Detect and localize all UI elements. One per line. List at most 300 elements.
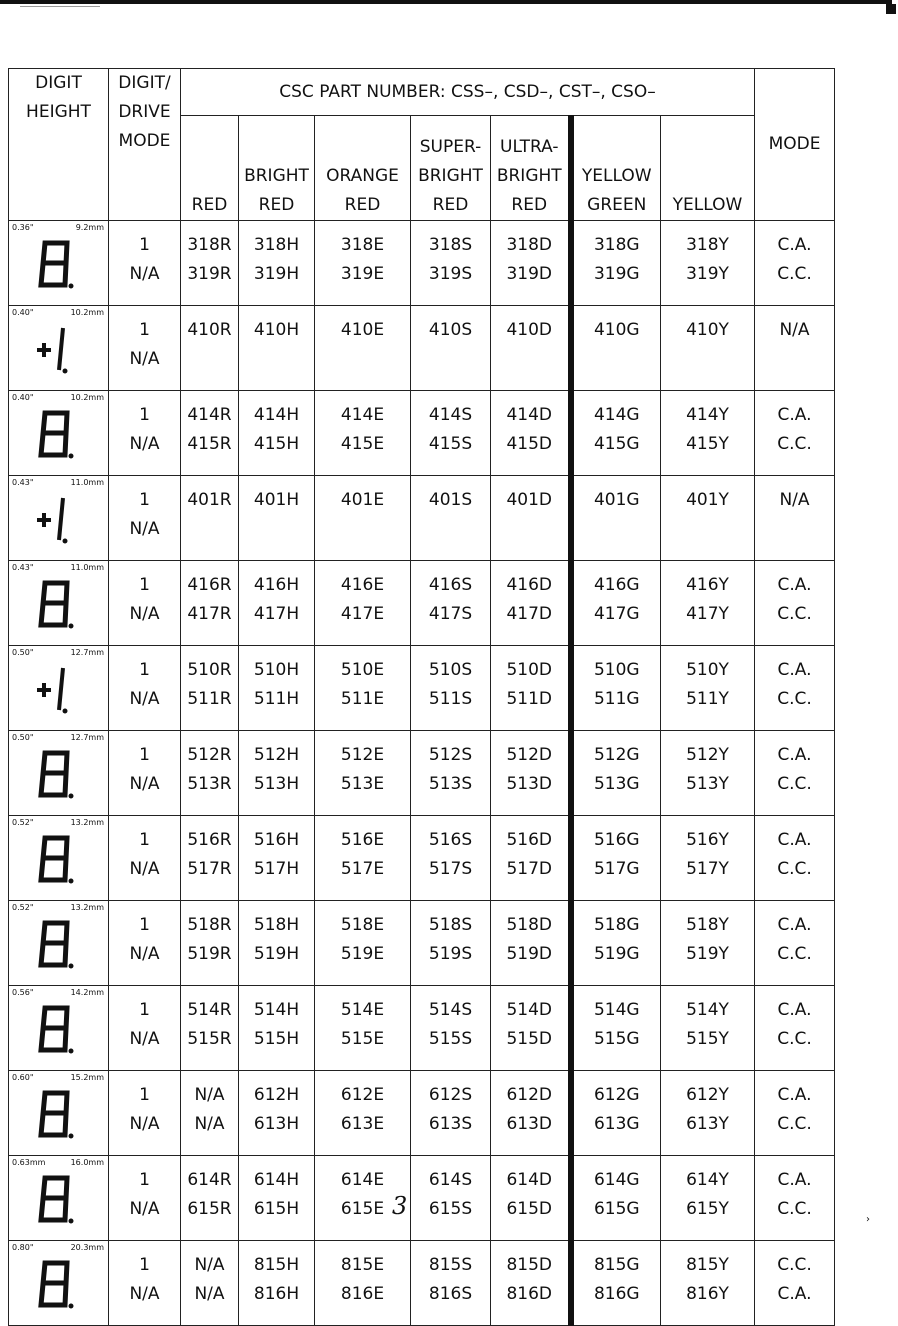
part-number-cell	[181, 1241, 239, 1326]
part-number-cell-value	[315, 345, 410, 374]
part-number-cell-value: 517D	[506, 859, 553, 879]
part-number-cell-value: 815S	[428, 1255, 473, 1275]
table-row	[9, 1156, 835, 1241]
seven-segment-eight-icon	[29, 1004, 89, 1056]
part-number-cell	[571, 221, 661, 306]
part-number-cell-value: 414Y	[686, 405, 729, 425]
part-number-cell-value	[315, 515, 410, 544]
drive-mode-cell-value: N/A	[129, 434, 160, 454]
drive-mode-cell	[109, 986, 181, 1071]
part-number-cell-value: 512G	[593, 745, 640, 765]
mode-cell-value: C.A.	[777, 1000, 812, 1020]
part-number-cell-value: 612G	[593, 1085, 640, 1105]
part-number-cell-value: 518G	[593, 915, 640, 935]
part-number-cell	[411, 731, 491, 816]
header-color-line: ULTRA-	[500, 137, 559, 157]
part-number-cell-value: 319Y	[686, 264, 729, 284]
part-number-cell	[491, 986, 571, 1071]
part-number-cell-value: 518D	[506, 915, 553, 935]
part-number-cell	[181, 561, 239, 646]
digit-glyph	[29, 1089, 89, 1151]
table-row	[9, 476, 835, 561]
part-number-cell	[571, 561, 661, 646]
header-color-line: RED	[191, 195, 228, 215]
table-row	[9, 986, 835, 1071]
part-number-cell-value	[181, 515, 238, 544]
part-number-cell	[411, 646, 491, 731]
digit-glyph	[29, 1004, 89, 1066]
drive-mode-cell-value: 1	[139, 1000, 150, 1020]
mode-cell-value: C.A.	[777, 1170, 812, 1190]
part-number-cell-value: 614Y	[686, 1170, 729, 1190]
part-number-table	[8, 68, 835, 1326]
digit-height-cell	[9, 1071, 109, 1156]
part-number-cell-value: 318S	[428, 235, 473, 255]
part-number-cell-value: 513Y	[686, 774, 729, 794]
part-number-cell-value: 415R	[187, 434, 232, 454]
header-color-line: RED	[344, 195, 381, 215]
part-number-cell-value: 517H	[253, 859, 300, 879]
drive-mode-cell	[109, 1071, 181, 1156]
mode-cell-value: C.A.	[777, 660, 812, 680]
drive-mode-cell-value: N/A	[129, 944, 160, 964]
digit-glyph	[29, 834, 89, 896]
header-color-line: BRIGHT	[496, 166, 562, 186]
part-number-cell-value: 414G	[593, 405, 640, 425]
part-number-cell	[571, 731, 661, 816]
part-number-cell-value: 516R	[187, 830, 232, 850]
part-number-cell	[411, 306, 491, 391]
part-number-cell-value: 517R	[187, 859, 232, 879]
part-number-cell	[181, 476, 239, 561]
part-number-cell	[411, 1071, 491, 1156]
part-number-cell-value: 816D	[506, 1284, 553, 1304]
header-digit-height-label: DIGIT HEIGHT	[26, 73, 91, 122]
part-number-cell-value: 614R	[187, 1170, 232, 1190]
part-number-cell	[661, 646, 755, 731]
digit-height-cell	[9, 391, 109, 476]
part-number-cell-value: 515D	[506, 1029, 553, 1049]
part-number-cell	[239, 646, 315, 731]
digit-height-mm: 12.7mm	[70, 648, 104, 657]
part-number-cell-value: 417Y	[686, 604, 729, 624]
part-number-cell	[571, 1241, 661, 1326]
drive-mode-cell	[109, 306, 181, 391]
top-rule-faint	[20, 6, 100, 7]
part-number-cell-value: 612S	[428, 1085, 473, 1105]
part-number-cell-value: 414D	[506, 405, 553, 425]
digit-height-mm: 13.2mm	[70, 903, 104, 912]
header-color-line: YELLOW	[672, 195, 743, 215]
part-number-cell	[491, 646, 571, 731]
digit-glyph	[29, 409, 89, 471]
part-number-cell	[411, 476, 491, 561]
part-number-cell-value: 513E	[340, 774, 385, 794]
part-number-cell	[571, 476, 661, 561]
part-number-cell-value: 410Y	[686, 320, 729, 340]
digit-glyph	[29, 239, 89, 301]
header-color-line: GREEN	[587, 195, 647, 215]
part-number-cell	[491, 1156, 571, 1241]
plus-one-digit-icon	[29, 324, 89, 376]
part-number-cell-value: 815E	[340, 1255, 385, 1275]
part-number-cell-value: 401D	[506, 490, 553, 510]
drive-mode-cell	[109, 1241, 181, 1326]
mode-cell-value: C.A.	[777, 405, 812, 425]
part-number-cell	[661, 306, 755, 391]
part-number-cell-value: 318Y	[686, 235, 729, 255]
part-number-cell-value: 401S	[428, 490, 473, 510]
part-number-cell-value: 517S	[428, 859, 473, 879]
drive-mode-cell-value: N/A	[129, 689, 160, 709]
part-number-cell-value: 510Y	[686, 660, 729, 680]
part-number-cell-value	[491, 345, 568, 374]
part-number-cell-value: 318R	[187, 235, 232, 255]
table-row	[9, 1241, 835, 1326]
part-number-cell	[571, 816, 661, 901]
part-number-cell-value: 401Y	[686, 490, 729, 510]
part-number-cell-value: 614H	[253, 1170, 300, 1190]
part-number-cell-value: 518E	[340, 915, 385, 935]
part-number-cell	[181, 731, 239, 816]
part-number-cell-value: 319R	[187, 264, 232, 284]
part-number-cell-value: 519E	[340, 944, 385, 964]
part-number-cell	[181, 816, 239, 901]
part-number-cell-value: 512H	[253, 745, 300, 765]
part-number-cell	[315, 306, 411, 391]
part-number-cell-value: 515S	[428, 1029, 473, 1049]
table-row	[9, 731, 835, 816]
mode-cell-value: C.A.	[777, 235, 812, 255]
digit-height-inches: 0.60"	[12, 1073, 34, 1082]
mode-cell-value: N/A	[779, 320, 810, 340]
part-number-cell-value: 401H	[253, 490, 300, 510]
mode-cell	[755, 731, 835, 816]
header-color-line: BRIGHT	[418, 166, 483, 186]
drive-mode-cell-value: N/A	[129, 1114, 160, 1134]
header-color-line	[661, 133, 754, 162]
part-number-cell-value: 512S	[428, 745, 473, 765]
part-number-cell-value	[239, 515, 314, 544]
part-number-cell	[571, 646, 661, 731]
seven-segment-eight-icon	[29, 1174, 89, 1226]
digit-height-mm: 11.0mm	[70, 478, 104, 487]
drive-mode-cell-value: N/A	[129, 264, 160, 284]
part-number-cell	[661, 1156, 755, 1241]
header-digit-height	[9, 69, 109, 221]
header-color-2	[315, 116, 411, 221]
part-number-cell-value: N/A	[194, 1085, 225, 1105]
part-number-cell-value: 410G	[593, 320, 640, 340]
part-number-cell-value: 815D	[506, 1255, 553, 1275]
drive-mode-cell-value: N/A	[129, 1029, 160, 1049]
seven-segment-eight-icon	[29, 579, 89, 631]
mode-cell	[755, 391, 835, 476]
part-number-cell-value: 510R	[187, 660, 232, 680]
part-number-cell-value: 615Y	[686, 1199, 729, 1219]
part-number-cell-value	[661, 515, 754, 544]
digit-height-mm: 11.0mm	[70, 563, 104, 572]
digit-height-inches: 0.50"	[12, 648, 34, 657]
seven-segment-eight-icon	[29, 919, 89, 971]
table-row	[9, 561, 835, 646]
part-number-cell	[181, 901, 239, 986]
part-number-cell-value: 417R	[187, 604, 232, 624]
part-number-cell-value: 514D	[506, 1000, 553, 1020]
digit-height-mm: 15.2mm	[70, 1073, 104, 1082]
part-number-cell-value: 415Y	[686, 434, 729, 454]
part-number-cell-value: 515G	[593, 1029, 640, 1049]
part-number-cell-value: 319D	[506, 264, 553, 284]
part-number-cell	[411, 1241, 491, 1326]
part-number-cell-value: 513R	[187, 774, 232, 794]
part-number-cell-value: 514G	[593, 1000, 640, 1020]
part-number-cell-value: 815G	[593, 1255, 640, 1275]
part-number-cell-value: 318E	[340, 235, 385, 255]
part-number-cell	[661, 1071, 755, 1156]
part-number-cell-value: N/A	[194, 1114, 225, 1134]
part-number-cell-value: 318H	[253, 235, 300, 255]
part-number-cell-value: 511R	[187, 689, 232, 709]
mode-cell	[755, 816, 835, 901]
part-number-cell-value: 415D	[506, 434, 553, 454]
drive-mode-cell	[109, 476, 181, 561]
drive-mode-cell	[109, 731, 181, 816]
digit-height-mm: 20.3mm	[70, 1243, 104, 1252]
part-number-cell	[661, 816, 755, 901]
part-number-cell-value: 410R	[187, 320, 232, 340]
digit-height-cell	[9, 901, 109, 986]
part-number-cell	[661, 731, 755, 816]
part-number-cell	[411, 1156, 491, 1241]
part-number-cell-value: 516S	[428, 830, 473, 850]
part-number-cell-value: 516H	[253, 830, 300, 850]
seven-segment-eight-icon	[29, 1259, 89, 1311]
part-number-cell	[181, 1071, 239, 1156]
part-number-cell-value: 518Y	[686, 915, 729, 935]
part-number-cell-value: 519G	[593, 944, 640, 964]
part-number-cell-value: 515H	[253, 1029, 300, 1049]
digit-glyph	[29, 1259, 89, 1321]
header-color-line	[181, 162, 238, 191]
digit-height-inches: 0.52"	[12, 903, 34, 912]
part-number-cell-value: N/A	[194, 1284, 225, 1304]
drive-mode-cell-value: N/A	[129, 859, 160, 879]
mode-cell-value: C.C.	[777, 1114, 812, 1134]
mode-cell-value: C.C.	[777, 774, 812, 794]
part-number-cell-value: 415S	[428, 434, 473, 454]
part-number-cell	[239, 1241, 315, 1326]
drive-mode-cell-value: 1	[139, 320, 150, 340]
part-number-cell-value: 516E	[340, 830, 385, 850]
part-number-cell	[181, 306, 239, 391]
digit-glyph	[29, 664, 89, 726]
part-number-cell	[315, 901, 411, 986]
drive-mode-cell-value: 1	[139, 1255, 150, 1275]
part-number-cell-value: 519S	[428, 944, 473, 964]
mode-cell	[755, 561, 835, 646]
mode-cell-value: C.A.	[777, 915, 812, 935]
part-number-cell	[239, 561, 315, 646]
part-number-cell-value: 415G	[593, 434, 640, 454]
part-number-cell	[411, 391, 491, 476]
part-number-cell-value: 816E	[340, 1284, 385, 1304]
part-number-cell-value: 519Y	[686, 944, 729, 964]
part-number-cell-value: 512D	[506, 745, 553, 765]
part-number-cell-value: 512R	[187, 745, 232, 765]
drive-mode-cell	[109, 391, 181, 476]
part-number-cell	[661, 986, 755, 1071]
mode-cell-value: C.C.	[777, 689, 812, 709]
header-color-0	[181, 116, 239, 221]
table-row	[9, 646, 835, 731]
drive-mode-cell-value: 1	[139, 660, 150, 680]
mode-cell-value: C.A.	[777, 830, 812, 850]
header-color-6	[661, 116, 755, 221]
part-number-cell-value: 417D	[506, 604, 553, 624]
drive-mode-cell-value: 1	[139, 745, 150, 765]
part-number-cell-value: 510S	[428, 660, 473, 680]
digit-height-inches: 0.63mm	[12, 1158, 46, 1167]
part-number-cell-value: 613D	[506, 1114, 553, 1134]
part-number-cell-value: 515R	[187, 1029, 232, 1049]
drive-mode-cell	[109, 561, 181, 646]
part-number-cell	[491, 731, 571, 816]
mode-cell-value: C.C.	[777, 1255, 812, 1275]
part-number-cell-value: 414H	[253, 405, 300, 425]
part-number-cell-value: 519R	[187, 944, 232, 964]
part-number-cell-value: 519H	[253, 944, 300, 964]
mode-cell	[755, 1156, 835, 1241]
header-color-4	[491, 116, 571, 221]
mode-cell-value: C.C.	[777, 944, 812, 964]
drive-mode-cell-value: N/A	[129, 1199, 160, 1219]
part-number-cell	[411, 816, 491, 901]
drive-mode-cell-value: N/A	[129, 604, 160, 624]
part-number-cell-value: 517Y	[686, 859, 729, 879]
part-number-cell-value: 416E	[340, 575, 385, 595]
part-number-cell-value	[491, 515, 568, 544]
part-number-cell	[661, 391, 755, 476]
part-number-cell-value: 516Y	[686, 830, 729, 850]
drive-mode-cell	[109, 221, 181, 306]
part-number-cell-value: 514H	[253, 1000, 300, 1020]
part-number-cell	[571, 986, 661, 1071]
part-number-cell	[491, 901, 571, 986]
part-number-cell	[491, 1241, 571, 1326]
part-number-cell-value: 613H	[253, 1114, 300, 1134]
digit-glyph	[29, 919, 89, 981]
part-number-cell-value: 816H	[253, 1284, 300, 1304]
part-number-cell-value: 613S	[428, 1114, 473, 1134]
part-number-cell-value: 417G	[593, 604, 640, 624]
drive-mode-cell-value: 1	[139, 830, 150, 850]
part-number-cell-value: 612D	[506, 1085, 553, 1105]
header-color-line	[239, 133, 314, 162]
digit-height-cell	[9, 731, 109, 816]
part-number-cell-value: 514E	[340, 1000, 385, 1020]
header-digit-drive-l3: MODE	[118, 131, 171, 151]
part-number-cell-value: 518R	[187, 915, 232, 935]
part-number-cell-value: 517G	[593, 859, 640, 879]
part-number-cell-value: 518H	[253, 915, 300, 935]
part-number-cell-value: 410H	[253, 320, 300, 340]
mode-cell	[755, 1241, 835, 1326]
header-color-line: RED	[511, 195, 548, 215]
part-number-cell	[491, 221, 571, 306]
header-color-3	[411, 116, 491, 221]
digit-height-mm: 9.2mm	[75, 223, 104, 232]
part-number-cell	[661, 561, 755, 646]
digit-height-inches: 0.43"	[12, 478, 34, 487]
part-number-cell-value: 613G	[593, 1114, 640, 1134]
part-number-cell	[491, 306, 571, 391]
table-row	[9, 391, 835, 476]
digit-glyph	[29, 579, 89, 641]
part-number-cell-value: 615E	[340, 1199, 385, 1219]
mode-cell-value: C.C.	[777, 1199, 812, 1219]
part-number-cell	[315, 646, 411, 731]
part-number-cell-value: 401E	[340, 490, 385, 510]
drive-mode-cell-value: N/A	[129, 519, 160, 539]
mode-cell-value	[755, 345, 834, 374]
stray-mark: ›	[866, 1214, 870, 1225]
header-color-5	[571, 116, 661, 221]
part-number-cell-value: 416G	[593, 575, 640, 595]
part-number-cell-value: 513D	[506, 774, 553, 794]
part-number-cell-value: 410E	[340, 320, 385, 340]
mode-cell-value: C.C.	[777, 264, 812, 284]
header-color-line	[574, 133, 661, 162]
part-number-cell-value: 319H	[253, 264, 300, 284]
digit-height-mm: 13.2mm	[70, 818, 104, 827]
digit-glyph	[29, 1174, 89, 1236]
part-number-cell-value: 615G	[593, 1199, 640, 1219]
drive-mode-cell-value: 1	[139, 915, 150, 935]
part-number-cell-value: 511H	[253, 689, 300, 709]
mode-cell	[755, 901, 835, 986]
digit-height-mm: 14.2mm	[70, 988, 104, 997]
part-number-cell-value: 513H	[253, 774, 300, 794]
part-number-cell-value: 613Y	[686, 1114, 729, 1134]
part-number-cell	[239, 476, 315, 561]
mode-cell	[755, 306, 835, 391]
header-digit-drive-l2: DRIVE	[118, 102, 171, 122]
part-number-cell-value: 517E	[340, 859, 385, 879]
header-color-line: YELLOW	[581, 166, 652, 186]
digit-glyph	[29, 749, 89, 811]
part-number-cell-value: 417H	[253, 604, 300, 624]
part-number-cell-value	[239, 345, 314, 374]
part-number-cell-value: 615S	[428, 1199, 473, 1219]
digit-height-inches: 0.56"	[12, 988, 34, 997]
part-number-cell	[181, 646, 239, 731]
drive-mode-cell-value: N/A	[129, 1284, 160, 1304]
digit-height-cell	[9, 476, 109, 561]
part-number-cell-value: 519D	[506, 944, 553, 964]
drive-mode-cell-value: 1	[139, 490, 150, 510]
part-number-cell-value: 410D	[506, 320, 553, 340]
part-number-cell	[239, 901, 315, 986]
part-number-cell	[571, 391, 661, 476]
part-number-cell-value: 612Y	[686, 1085, 729, 1105]
part-number-cell-value	[181, 345, 238, 374]
part-number-cell-value: 511D	[506, 689, 553, 709]
header-color-line: RED	[432, 195, 469, 215]
part-number-cell-value: 414R	[187, 405, 232, 425]
seven-segment-eight-icon	[29, 1089, 89, 1141]
digit-height-inches: 0.80"	[12, 1243, 34, 1252]
